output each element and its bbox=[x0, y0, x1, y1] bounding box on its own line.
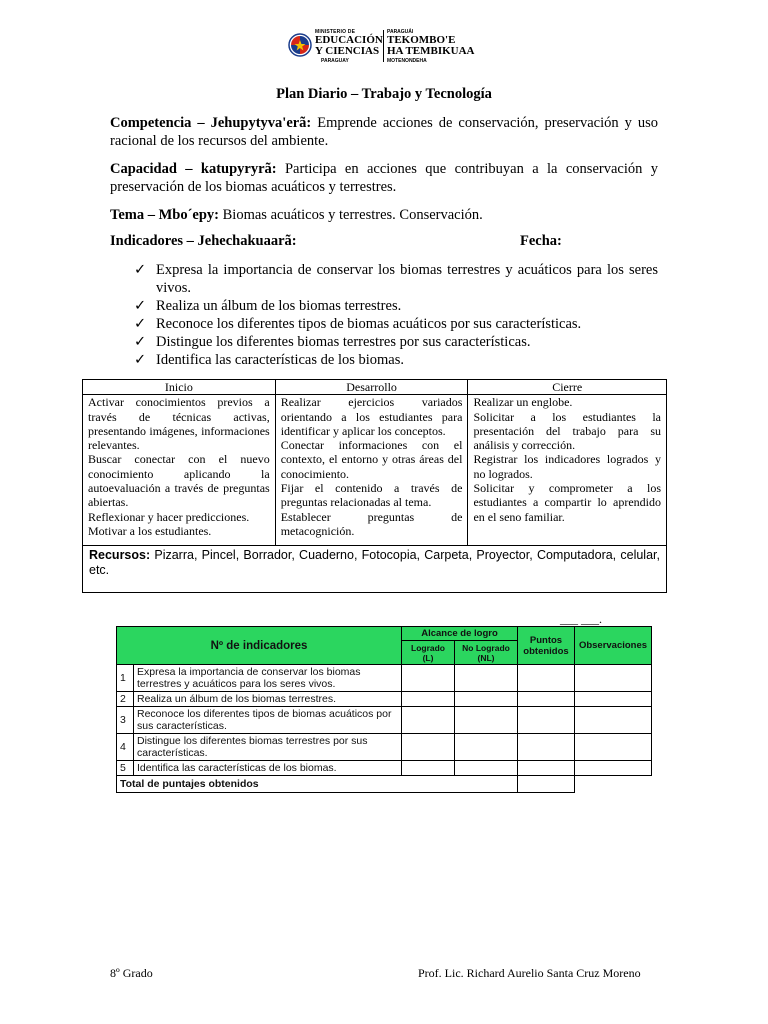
competencia-paragraph bbox=[110, 114, 658, 150]
eval-header-row-1 bbox=[117, 627, 652, 641]
puntos-cell[interactable] bbox=[518, 665, 575, 692]
list-item bbox=[134, 351, 658, 369]
competencia-label: Competencia – Jehupytyva'erã: bbox=[110, 115, 312, 131]
paraguay-seal-icon bbox=[288, 33, 312, 57]
footer-grade: 8º Grado bbox=[110, 966, 153, 980]
inicio-item: Buscar conectar con el nuevo conocimiento aplicando la autoevaluación a través de preguntas abiertas. bbox=[88, 452, 270, 510]
capacidad-text: Participa en acciones que contribuyan a la conservación y preservación de los biomas acuáticos y terrestres. bbox=[110, 161, 658, 195]
header-indicadores: Nº de indicadores bbox=[117, 627, 402, 665]
header-observaciones: Observaciones bbox=[575, 627, 652, 665]
logrado-cell[interactable] bbox=[402, 665, 455, 692]
observaciones-cell[interactable] bbox=[575, 692, 652, 707]
table-row bbox=[117, 734, 652, 761]
header-no-logrado bbox=[455, 641, 518, 665]
fecha-label: Fecha: bbox=[520, 233, 562, 249]
list-item bbox=[134, 297, 658, 315]
checkmark-icon: ✓ bbox=[134, 352, 147, 368]
recursos-text: Pizarra, Pincel, Borrador, Cuaderno, Fotocopia, Carpeta, Proyector, Computadora, celular, etc. bbox=[89, 548, 660, 578]
logo-ministry-name bbox=[315, 35, 383, 57]
activities-header-row bbox=[83, 380, 667, 395]
no-logrado-cell[interactable] bbox=[455, 761, 518, 776]
no-logrado-cell[interactable] bbox=[455, 734, 518, 761]
logrado-cell[interactable] bbox=[402, 734, 455, 761]
inicio-item: Activar conocimientos previos a través de técnicas activas, presentando imágenes, informaciones relevantes. bbox=[88, 395, 270, 453]
row-indicator: Realiza un álbum de los biomas terrestres. bbox=[134, 692, 402, 707]
activities-table bbox=[82, 379, 667, 593]
logo-line-2: Y CIENCIAS bbox=[315, 45, 380, 57]
cierre-cell bbox=[468, 395, 667, 546]
desarrollo-item: Fijar el contenido a través de preguntas relacionadas al tema. bbox=[280, 481, 463, 510]
inicio-item: Reflexionar y hacer predicciones. bbox=[88, 509, 250, 524]
tema-label: Tema – Mbo´epy: bbox=[110, 207, 220, 223]
puntos-cell[interactable] bbox=[518, 761, 575, 776]
recursos-label: Recursos: bbox=[89, 548, 151, 563]
table-row bbox=[117, 665, 652, 692]
indicadores-list bbox=[134, 261, 658, 369]
logo-guarani-line-1: TEKOMBO'E bbox=[387, 34, 456, 46]
row-number: 1 bbox=[117, 665, 134, 692]
logrado-abbr: (L) bbox=[422, 652, 434, 663]
observaciones-cell[interactable] bbox=[575, 734, 652, 761]
table-row bbox=[117, 761, 652, 776]
indicator-text: Expresa la importancia de conservar los biomas terrestres y acuáticos para los seres vivos. bbox=[156, 262, 658, 296]
logo-country: PARAGUAY bbox=[321, 58, 349, 64]
evaluation-table bbox=[116, 626, 652, 793]
list-item bbox=[134, 261, 658, 297]
cierre-item: Solicitar y comprometer a los estudiantes a compartir lo aprendido en el seno familiar. bbox=[473, 481, 661, 524]
indicator-text: Reconoce los diferentes tipos de biomas acuáticos por sus características. bbox=[156, 316, 582, 332]
footer-teacher: Prof. Lic. Richard Aurelio Santa Cruz Moreno bbox=[418, 966, 641, 980]
total-row bbox=[117, 776, 652, 793]
total-empty bbox=[575, 776, 652, 793]
checkmark-icon: ✓ bbox=[134, 334, 147, 350]
list-item bbox=[134, 333, 658, 351]
cierre-item: Registrar los indicadores logrados y no logrados. bbox=[473, 452, 661, 481]
logrado-text: Logrado bbox=[411, 642, 445, 653]
ministry-logo bbox=[288, 28, 488, 64]
row-number: 2 bbox=[117, 692, 134, 707]
activities-body-row bbox=[83, 395, 667, 546]
date-dashes: ___ ___. bbox=[560, 612, 602, 626]
header-puntos: Puntos obtenidos bbox=[518, 627, 575, 665]
logo-guarani-sub: MOTENONDEHA bbox=[387, 58, 427, 64]
header-alcance: Alcance de logro bbox=[402, 627, 518, 641]
recursos-cell bbox=[83, 546, 667, 593]
row-number: 5 bbox=[117, 761, 134, 776]
row-indicator: Distingue los diferentes biomas terrestres por sus características. bbox=[134, 734, 402, 761]
indicator-text: Distingue los diferentes biomas terrestres por sus características. bbox=[156, 334, 531, 350]
logo-guarani-name bbox=[387, 35, 475, 57]
puntos-cell[interactable] bbox=[518, 734, 575, 761]
header-inicio: Inicio bbox=[83, 380, 276, 395]
row-indicator: Expresa la importancia de conservar los biomas terrestres y acuáticos para los seres vivos. bbox=[134, 665, 402, 692]
desarrollo-cell bbox=[275, 395, 468, 546]
list-item bbox=[134, 315, 658, 333]
header-cierre: Cierre bbox=[468, 380, 667, 395]
observaciones-cell[interactable] bbox=[575, 707, 652, 734]
total-label: Total de puntajes obtenidos bbox=[117, 776, 518, 793]
tema-text: Biomas acuáticos y terrestres. Conservación. bbox=[219, 207, 483, 223]
indicator-text: Identifica las características de los biomas. bbox=[156, 352, 405, 368]
logrado-cell[interactable] bbox=[402, 707, 455, 734]
table-row bbox=[117, 707, 652, 734]
logo-guarani-line-2: HA TEMBIKUAA bbox=[387, 45, 475, 57]
header-logrado bbox=[402, 641, 455, 665]
inicio-item: Motivar a los estudiantes. bbox=[88, 523, 212, 538]
competencia-text: Emprende acciones de conservación, preservación y uso racional de los recursos del ambiente. bbox=[110, 115, 658, 149]
total-puntos-cell[interactable] bbox=[518, 776, 575, 793]
tema-paragraph bbox=[110, 206, 658, 224]
cierre-item: Solicitar a los estudiantes la presentación del trabajo para su análisis y corrección. bbox=[473, 409, 661, 453]
row-indicator: Reconoce los diferentes tipos de biomas acuáticos por sus características. bbox=[134, 707, 402, 734]
no-logrado-cell[interactable] bbox=[455, 707, 518, 734]
logo-ministry-top: MINISTERIO DE bbox=[315, 29, 356, 35]
logo-guarani-top: PARAGUÁI bbox=[387, 29, 414, 35]
inicio-cell bbox=[83, 395, 276, 546]
row-number: 3 bbox=[117, 707, 134, 734]
logo-divider bbox=[383, 30, 384, 62]
indicadores-heading: Indicadores – Jehechakuaarã: bbox=[110, 233, 297, 249]
puntos-cell[interactable] bbox=[518, 692, 575, 707]
observaciones-cell[interactable] bbox=[575, 761, 652, 776]
row-indicator: Identifica las características de los biomas. bbox=[134, 761, 402, 776]
no-logrado-cell[interactable] bbox=[455, 665, 518, 692]
observaciones-cell[interactable] bbox=[575, 665, 652, 692]
checkmark-icon: ✓ bbox=[134, 262, 147, 278]
checkmark-icon: ✓ bbox=[134, 298, 147, 314]
logrado-cell[interactable] bbox=[402, 692, 455, 707]
desarrollo-item: Conectar informaciones con el contexto, el entorno y otras áreas del conocimiento. bbox=[280, 438, 463, 481]
logo-line-1: EDUCACIÓN bbox=[315, 34, 383, 46]
table-row bbox=[117, 692, 652, 707]
logrado-cell[interactable] bbox=[402, 761, 455, 776]
checkmark-icon: ✓ bbox=[134, 316, 147, 332]
row-number: 4 bbox=[117, 734, 134, 761]
page-title: Plan Diario – Trabajo y Tecnología bbox=[276, 86, 492, 102]
desarrollo-item: Realizar ejercicios variados orientando a los estudiantes para identificar y aplicar los conceptos. bbox=[280, 395, 463, 438]
desarrollo-item: Establecer preguntas de metacognición. bbox=[280, 509, 463, 538]
capacidad-label: Capacidad – katupyryrã: bbox=[110, 161, 277, 177]
no-logrado-abbr: (NL) bbox=[477, 652, 495, 663]
header-desarrollo: Desarrollo bbox=[275, 380, 468, 395]
indicator-text: Realiza un álbum de los biomas terrestres. bbox=[156, 298, 402, 314]
recursos-row bbox=[83, 546, 667, 593]
puntos-cell[interactable] bbox=[518, 707, 575, 734]
no-logrado-text: No Logrado bbox=[462, 642, 510, 653]
cierre-item: Realizar un englobe. bbox=[473, 395, 573, 410]
capacidad-paragraph bbox=[110, 160, 658, 196]
no-logrado-cell[interactable] bbox=[455, 692, 518, 707]
